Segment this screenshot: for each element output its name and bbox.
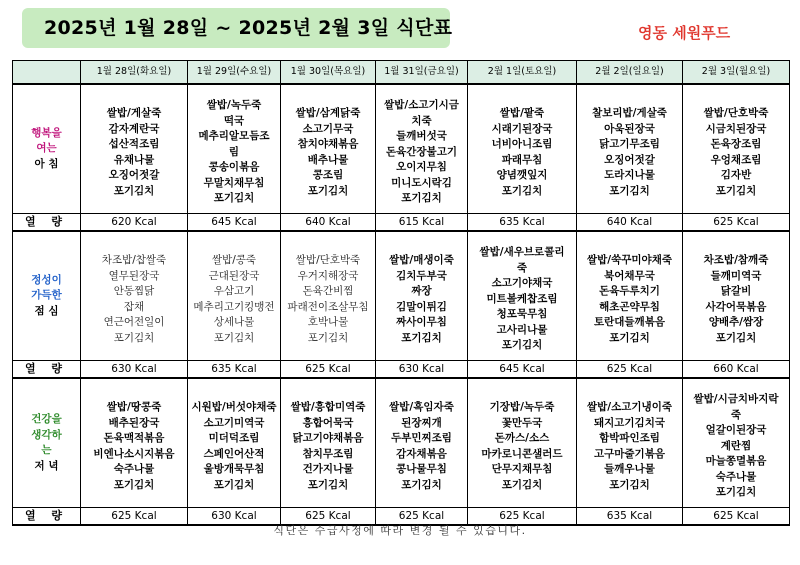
menu-item: 오징어젓갈 bbox=[108, 169, 160, 181]
menu-item: 포기김치 bbox=[307, 331, 349, 344]
menu-item: 포기김치 bbox=[501, 339, 543, 352]
menu-item: 돈육간장불고기 bbox=[385, 145, 457, 158]
breakfast-menu-row bbox=[13, 84, 790, 214]
menu-item: 쌀밥/녹두죽 bbox=[206, 99, 262, 112]
menu-item: 메추리알모듬조 bbox=[198, 130, 270, 143]
menu-item: 얼갈이된장국 bbox=[705, 424, 767, 437]
menu-item: 포기김치 bbox=[113, 331, 155, 344]
lunch-day-menu bbox=[683, 231, 790, 361]
menu-item: 시원밥/버섯야채죽 bbox=[191, 401, 277, 413]
menu-item: 림 bbox=[228, 145, 240, 158]
kcal-value: 625 Kcal bbox=[376, 508, 468, 526]
menu-item: 돼지고기김치국 bbox=[593, 416, 665, 429]
menu-item: 울방개묵무침 bbox=[203, 463, 265, 475]
menu-item: 너비아니조림 bbox=[491, 138, 553, 150]
menu-item: 안동찜닭 bbox=[113, 285, 155, 297]
menu-item: 된장찌개 bbox=[401, 416, 442, 429]
menu-item: 양배추/쌈장 bbox=[708, 316, 764, 328]
menu-item: 오이지무침 bbox=[396, 161, 447, 174]
menu-item: 쌀밥/팥죽 bbox=[499, 107, 545, 119]
day-header-row bbox=[13, 61, 790, 85]
menu-item: 시금치된장국 bbox=[705, 122, 767, 135]
menu-item: 미트볼케찹조림 bbox=[486, 292, 558, 305]
kcal-label: 열 량 bbox=[13, 508, 81, 526]
kcal-value: 630 Kcal bbox=[81, 361, 188, 379]
breakfast-day-menu bbox=[376, 84, 468, 214]
menu-item: 잡채 bbox=[123, 300, 145, 313]
menu-item: 시래기된장국 bbox=[491, 122, 553, 135]
menu-item: 미니도시락김 bbox=[391, 176, 452, 189]
menu-item: 찰보리밥/게살죽 bbox=[592, 107, 667, 119]
menu-item: 오징어젓갈 bbox=[604, 153, 655, 166]
menu-item: 꽃만두국 bbox=[501, 416, 543, 429]
kcal-value: 640 Kcal bbox=[281, 214, 376, 232]
breakfast-day-menu bbox=[683, 84, 790, 214]
lunch-day-menu bbox=[281, 231, 376, 361]
lunch-kcal-row bbox=[13, 361, 790, 379]
menu-item: 포기김치 bbox=[307, 184, 349, 197]
menu-item: 포기김치 bbox=[113, 478, 155, 491]
lunch-day-menu bbox=[468, 231, 577, 361]
menu-item: 마카로니콘샐러드 bbox=[481, 447, 563, 460]
menu-item: 쌀밥/삼계닭죽 bbox=[295, 107, 361, 119]
menu-item: 단무지채무침 bbox=[491, 463, 553, 475]
dinner-menu-row bbox=[13, 378, 790, 508]
menu-item: 감자계란국 bbox=[108, 122, 160, 135]
day-header: 2월 2일(일요일) bbox=[577, 61, 683, 85]
menu-item: 죽 bbox=[730, 408, 742, 421]
menu-item: 포기김치 bbox=[715, 486, 757, 499]
menu-item: 소고기무국 bbox=[302, 122, 354, 135]
menu-item: 양념깻잎지 bbox=[496, 169, 548, 181]
menu-item: 포기김치 bbox=[609, 184, 650, 197]
menu-item: 흥합어묵국 bbox=[302, 416, 354, 429]
menu-item: 두부민찌조림 bbox=[391, 432, 452, 444]
page-title: 2025년 1월 28일 ~ 2025년 2월 3일 식단표 bbox=[22, 8, 450, 48]
footer-note: 식단은 수급사정에 따라 변경 될 수 있습니다. bbox=[273, 524, 527, 537]
menu-item: 쌀밥/단호박죽 bbox=[703, 107, 769, 119]
menu-item: 연근어전일이 bbox=[103, 316, 165, 328]
menu-item: 쌀밥/시금치바지락 bbox=[693, 393, 779, 406]
menu-item: 아욱된장국 bbox=[604, 122, 655, 135]
lunch-day-menu bbox=[577, 231, 683, 361]
menu-item: 김말이튀김 bbox=[396, 300, 447, 313]
menu-item: 포기김치 bbox=[715, 184, 757, 197]
kcal-value: 625 Kcal bbox=[81, 508, 188, 526]
meal-label-line: 가득한 bbox=[31, 289, 62, 302]
kcal-value: 645 Kcal bbox=[188, 214, 281, 232]
meal-label-line: 행복을 bbox=[31, 126, 62, 139]
menu-item: 해초곤약무침 bbox=[599, 300, 660, 313]
breakfast-day-menu bbox=[468, 84, 577, 214]
menu-item: 쌀밥/소고기시금 bbox=[384, 99, 459, 112]
menu-item: 포기김치 bbox=[501, 478, 543, 491]
menu-item: 콩송이볶음 bbox=[208, 161, 260, 174]
menu-item: 사각어묵볶음 bbox=[705, 300, 767, 313]
meal-label-line: 는 bbox=[41, 444, 52, 456]
menu-item: 고사리나물 bbox=[496, 323, 548, 336]
lunch-menu-row bbox=[13, 231, 790, 361]
menu-item: 쌀밥/매생이죽 bbox=[389, 254, 454, 266]
meal-label-line: 아 침 bbox=[34, 157, 59, 170]
menu-item: 들깨버섯국 bbox=[396, 130, 447, 143]
day-header: 1월 28일(화요일) bbox=[81, 61, 188, 85]
menu-item: 짜장 bbox=[411, 285, 432, 297]
menu-item: 포기김치 bbox=[307, 478, 349, 491]
menu-item: 포기김치 bbox=[213, 478, 255, 491]
menu-item: 차조밥/찹쌀죽 bbox=[101, 254, 167, 266]
menu-item: 기장밥/녹두죽 bbox=[489, 401, 555, 413]
menu-item: 건가지나물 bbox=[302, 463, 354, 475]
lunch-day-menu bbox=[81, 231, 188, 361]
menu-item: 북어채무국 bbox=[604, 269, 655, 282]
kcal-value: 635 Kcal bbox=[188, 361, 281, 379]
kcal-label: 열 량 bbox=[13, 361, 81, 379]
menu-item: 참치무조림 bbox=[302, 447, 354, 460]
menu-item: 계란찜 bbox=[720, 439, 752, 452]
meal-label-line: 여는 bbox=[36, 142, 57, 155]
menu-item: 섭산적조림 bbox=[108, 138, 160, 150]
company-name: 영동 세원푸드 bbox=[638, 24, 731, 42]
dinner-day-menu bbox=[188, 378, 281, 508]
dinner-day-menu bbox=[376, 378, 468, 508]
menu-item: 떡국 bbox=[223, 114, 245, 127]
menu-item: 비엔나소시지볶음 bbox=[93, 447, 175, 460]
menu-item: 무말치채무침 bbox=[203, 176, 265, 189]
kcal-value: 625 Kcal bbox=[683, 508, 790, 526]
menu-item: 상세나물 bbox=[213, 316, 255, 328]
menu-item: 쌀밥/새우브로콜리 bbox=[479, 246, 565, 259]
menu-item: 쌀밥/단호박죽 bbox=[295, 254, 361, 266]
menu-item: 열무된장국 bbox=[108, 269, 160, 282]
menu-item: 도라지나물 bbox=[604, 169, 655, 181]
menu-item: 배추나물 bbox=[307, 153, 349, 166]
kcal-value: 620 Kcal bbox=[81, 214, 188, 232]
corner-cell bbox=[13, 61, 81, 85]
menu-item: 우삼고기 bbox=[213, 285, 255, 297]
day-header: 1월 30일(목요일) bbox=[281, 61, 376, 85]
kcal-value: 625 Kcal bbox=[281, 361, 376, 379]
kcal-value: 615 Kcal bbox=[376, 214, 468, 232]
dinner-day-menu bbox=[577, 378, 683, 508]
menu-item: 파래전이조살무침 bbox=[287, 300, 369, 313]
kcal-value: 625 Kcal bbox=[281, 508, 376, 526]
menu-item: 돈육두루치기 bbox=[599, 285, 660, 297]
menu-item: 근대된장국 bbox=[208, 269, 260, 282]
menu-item: 고구마줄기볶음 bbox=[593, 447, 665, 460]
meal-table bbox=[12, 60, 790, 526]
menu-item: 포기김치 bbox=[401, 192, 442, 205]
menu-item: 유채나물 bbox=[113, 153, 155, 166]
kcal-value: 645 Kcal bbox=[468, 361, 577, 379]
dinner-day-menu bbox=[81, 378, 188, 508]
menu-item: 우거지해장국 bbox=[297, 269, 359, 282]
menu-item: 우엉채조림 bbox=[710, 153, 762, 166]
menu-item: 죽 bbox=[516, 261, 528, 274]
menu-item: 포기김치 bbox=[401, 478, 442, 491]
menu-item: 김치두부국 bbox=[396, 269, 447, 282]
kcal-value: 625 Kcal bbox=[683, 214, 790, 232]
kcal-value: 630 Kcal bbox=[376, 361, 468, 379]
menu-item: 참치야채볶음 bbox=[297, 138, 359, 150]
dinner-day-menu bbox=[683, 378, 790, 508]
breakfast-day-menu bbox=[188, 84, 281, 214]
kcal-value: 625 Kcal bbox=[577, 361, 683, 379]
menu-item: 숙주나물 bbox=[715, 470, 757, 483]
menu-item: 스페인어산적 bbox=[203, 447, 265, 460]
menu-item: 들깨미역국 bbox=[710, 269, 762, 282]
menu-item: 돈까스/소스 bbox=[494, 432, 550, 444]
menu-item: 쌀밥/소고기냉이죽 bbox=[587, 401, 672, 413]
menu-item: 포기김치 bbox=[113, 184, 155, 197]
menu-item: 쌀밥/콩죽 bbox=[211, 254, 257, 266]
meal-label-line: 건강을 bbox=[31, 413, 62, 425]
menu-item: 청포묵무침 bbox=[496, 308, 548, 321]
menu-item: 콩나물무침 bbox=[396, 463, 447, 475]
breakfast-day-menu bbox=[281, 84, 376, 214]
menu-item: 닭고기무조림 bbox=[599, 138, 660, 150]
kcal-value: 640 Kcal bbox=[577, 214, 683, 232]
breakfast-label bbox=[13, 84, 81, 214]
menu-item: 닭고기야채볶음 bbox=[292, 432, 364, 444]
menu-item: 숙주나물 bbox=[113, 463, 155, 475]
kcal-value: 635 Kcal bbox=[577, 508, 683, 526]
menu-item: 차조밥/참깨죽 bbox=[703, 254, 769, 266]
menu-item: 포기김치 bbox=[213, 192, 255, 205]
menu-item: 콩조림 bbox=[312, 169, 344, 181]
meal-label-line: 점 심 bbox=[34, 304, 59, 317]
menu-item: 감자채볶음 bbox=[396, 447, 447, 460]
menu-item: 소고기야채국 bbox=[491, 277, 553, 290]
menu-item: 미더덕조림 bbox=[208, 432, 260, 444]
day-header: 2월 1일(토요일) bbox=[468, 61, 577, 85]
dinner-label bbox=[13, 378, 81, 508]
menu-item: 돈육장조림 bbox=[710, 138, 762, 150]
meal-label-line: 생각하 bbox=[31, 428, 62, 441]
menu-item: 쌀밥/땅콩죽 bbox=[106, 401, 162, 413]
menu-item: 토란대들깨볶음 bbox=[593, 316, 665, 328]
menu-item: 김자반 bbox=[720, 169, 752, 181]
menu-item: 포기김치 bbox=[213, 331, 255, 344]
meal-label-line: 정성이 bbox=[31, 273, 62, 286]
menu-item: 배추된장국 bbox=[108, 416, 160, 429]
lunch-label bbox=[13, 231, 81, 361]
kcal-value: 635 Kcal bbox=[468, 214, 577, 232]
day-header: 2월 3일(월요일) bbox=[683, 61, 790, 85]
dinner-day-menu bbox=[281, 378, 376, 508]
menu-item: 쌀밥/게살죽 bbox=[106, 107, 162, 119]
lunch-day-menu bbox=[376, 231, 468, 361]
menu-item: 포기김치 bbox=[609, 331, 650, 344]
kcal-value: 660 Kcal bbox=[683, 361, 790, 379]
menu-item: 함박파인조림 bbox=[599, 432, 660, 444]
dinner-day-menu bbox=[468, 378, 577, 508]
meal-label-line: 저 녁 bbox=[34, 459, 59, 472]
kcal-label: 열 량 bbox=[13, 214, 81, 232]
lunch-day-menu bbox=[188, 231, 281, 361]
breakfast-kcal-row bbox=[13, 214, 790, 232]
breakfast-day-menu bbox=[577, 84, 683, 214]
menu-item: 돈육맥적볶음 bbox=[103, 432, 165, 444]
menu-item: 포기김치 bbox=[501, 184, 543, 197]
menu-item: 쌀밥/쑥꾸미야채죽 bbox=[587, 254, 672, 266]
day-header: 1월 31일(금요일) bbox=[376, 61, 468, 85]
menu-item: 호박나물 bbox=[307, 316, 349, 328]
menu-item: 돈육간비찜 bbox=[302, 285, 354, 297]
menu-item: 소고기미역국 bbox=[203, 416, 265, 429]
breakfast-day-menu bbox=[81, 84, 188, 214]
kcal-value: 630 Kcal bbox=[188, 508, 281, 526]
menu-item: 닭갈비 bbox=[720, 285, 752, 297]
menu-item: 마늘쫑멸볶음 bbox=[705, 455, 767, 468]
day-header: 1월 29일(수요일) bbox=[188, 61, 281, 85]
menu-item: 포기김치 bbox=[715, 331, 757, 344]
menu-item: 파래무침 bbox=[501, 153, 543, 166]
menu-item: 쌀밥/흥합미역죽 bbox=[290, 401, 366, 413]
menu-item: 포기김치 bbox=[401, 331, 442, 344]
menu-item: 메추리고기킹맹전 bbox=[193, 300, 275, 313]
menu-item: 치죽 bbox=[411, 114, 432, 127]
menu-item: 짜사이무침 bbox=[396, 316, 447, 328]
menu-item: 쌀밥/흑임자죽 bbox=[389, 401, 454, 413]
kcal-value: 625 Kcal bbox=[468, 508, 577, 526]
menu-item: 들깨우나물 bbox=[604, 463, 655, 475]
menu-item: 포기김치 bbox=[609, 478, 650, 491]
